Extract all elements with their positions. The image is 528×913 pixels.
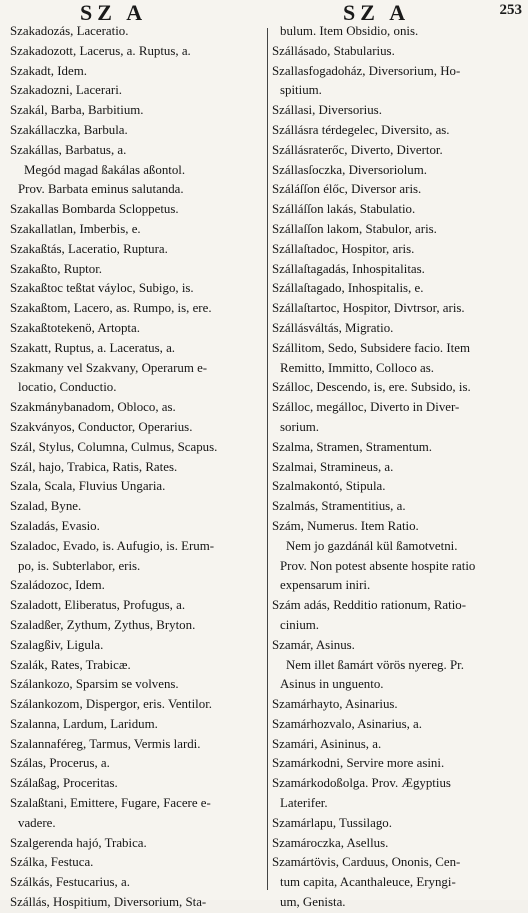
page-number: 253 bbox=[499, 2, 522, 18]
dictionary-entry-line: Szaladás, Evasio. bbox=[10, 518, 100, 533]
dictionary-entry-line: Szaladoc, Evado, is. Aufugio, is. Erum- bbox=[10, 538, 215, 553]
dictionary-entry-line: Szalagßiv, Ligula. bbox=[10, 637, 104, 652]
dictionary-entry-line: Prov. Barbata eminus salutanda. bbox=[18, 182, 184, 197]
left-running-head: SZ A bbox=[80, 0, 148, 25]
dictionary-entry-line: Szállaſtagado, Inhospitalis, e. bbox=[272, 281, 424, 296]
dictionary-entry-line: Szalma, Stramen, Stramentum. bbox=[272, 439, 433, 454]
dictionary-entry-line: Szálas, Procerus, a. bbox=[10, 756, 110, 771]
dictionary-entry-line: Szamárkodni, Servire more asini. bbox=[272, 756, 445, 771]
dictionary-entry-line: Szamártövis, Carduus, Ononis, Cen- bbox=[272, 855, 461, 870]
dictionary-entry-line: Szállás, Hospitium, Diversorium, Sta- bbox=[10, 895, 207, 910]
dictionary-entry-line: Szál, Stylus, Columna, Culmus, Scapus. bbox=[10, 439, 218, 454]
dictionary-entry-line: Szamár, Asinus. bbox=[272, 637, 355, 652]
dictionary-entry-line: po, is. Subterlabor, eris. bbox=[18, 558, 141, 573]
dictionary-entry-line: Szakadozni, Lacerari. bbox=[10, 83, 123, 98]
dictionary-entry-line: Szálkás, Festucarius, a. bbox=[10, 875, 130, 890]
dictionary-entry-line: Szamári, Asininus, a. bbox=[272, 736, 382, 751]
dictionary-entry-line: Szakallatlan, Imberbis, e. bbox=[10, 221, 141, 236]
dictionary-entry-line: Szállásra térdegelec, Diversito, as. bbox=[272, 122, 450, 137]
dictionary-entry-line: Szakállas, Barbatus, a. bbox=[10, 142, 127, 157]
dictionary-entry-line: tum capita, Acanthaleuce, Eryngi- bbox=[280, 875, 456, 890]
dictionary-entry-line: Szalad, Byne. bbox=[10, 499, 82, 514]
dictionary-entry-line: Laterifer. bbox=[280, 796, 328, 811]
dictionary-entry-line: Szallasfogadoház, Diversorium, Ho- bbox=[272, 63, 461, 78]
dictionary-entry-line: Szám adás, Redditio rationum, Ratio- bbox=[272, 598, 467, 613]
dictionary-entry-line: locatio, Conductio. bbox=[18, 380, 117, 395]
dictionary-entry-line: Szakványos, Conductor, Operarius. bbox=[10, 419, 193, 434]
dictionary-entry-line: Szállaſſon lakom, Stabulor, aris. bbox=[272, 221, 437, 236]
dictionary-entry-line: Szaladßer, Zythum, Zythus, Bryton. bbox=[10, 617, 196, 632]
dictionary-entry-line: Szamárlapu, Tussilago. bbox=[272, 815, 392, 830]
dictionary-entry-line: Szállasi, Diversorius. bbox=[272, 103, 382, 118]
dictionary-entry-line: Szamárhayto, Asinarius. bbox=[272, 697, 398, 712]
dictionary-entry-line: Szakadozott, Lacerus, a. Ruptus, a. bbox=[10, 43, 191, 58]
dictionary-entry-line: Szakadozás, Laceratio. bbox=[10, 24, 129, 38]
dictionary-entry-line: Szálloc, Descendo, is, ere. Subsido, is. bbox=[272, 380, 471, 395]
dictionary-entry-line: Szalanna, Lardum, Laridum. bbox=[10, 716, 158, 731]
left-column bbox=[10, 22, 264, 913]
dictionary-entry-line: Szálka, Festuca. bbox=[10, 855, 94, 870]
dictionary-entry-line: Szakmany vel Szakvany, Operarum e- bbox=[10, 360, 208, 375]
right-running-head: SZ A bbox=[343, 0, 411, 25]
dictionary-entry-line: Szalák, Rates, Trabicæ. bbox=[10, 657, 131, 672]
dictionary-entry-line: Nem jo gazdánál kül ßamotvetni. bbox=[286, 538, 458, 553]
dictionary-entry-line: Szamárkodoßolga. Prov. Ægyptius bbox=[272, 776, 451, 791]
dictionary-entry-line: Szálláſſon lakás, Stabulatio. bbox=[272, 202, 416, 217]
dictionary-entry-line: Szaladott, Eliberatus, Profugus, a. bbox=[10, 598, 186, 613]
dictionary-entry-line: Szakaßtotekenö, Artopta. bbox=[10, 320, 140, 335]
dictionary-entry-line: Szakaßtoc teßtat váyloc, Subigo, is. bbox=[10, 281, 194, 296]
dictionary-entry-line: Száláſſon élőc, Diversor aris. bbox=[272, 182, 422, 197]
dictionary-entry-line: Szamárhozvalo, Asinarius, a. bbox=[272, 716, 422, 731]
dictionary-entry-line: Szálloc, megálloc, Diverto in Diver- bbox=[272, 400, 460, 415]
dictionary-entry-line: cinium. bbox=[280, 617, 320, 632]
dictionary-entry-line: Szamároczka, Asellus. bbox=[272, 835, 389, 850]
dictionary-entry-line: Szállaſtadoc, Hospitor, aris. bbox=[272, 241, 415, 256]
dictionary-entry-line: Szakaßto, Ruptor. bbox=[10, 261, 103, 276]
dictionary-entry-line: Szaládozoc, Idem. bbox=[10, 578, 105, 593]
dictionary-entry-line: Szám, Numerus. Item Ratio. bbox=[272, 518, 419, 533]
dictionary-entry-line: Szállaſtartoc, Hospitor, Divtrsor, aris. bbox=[272, 301, 465, 316]
dictionary-entry-line: Szálankozom, Dispergor, eris. Ventilor. bbox=[10, 697, 212, 712]
dictionary-entry-line: spitium. bbox=[280, 83, 322, 98]
dictionary-entry-line: expensarum iniri. bbox=[280, 578, 371, 593]
dictionary-entry-line: Asinus in unguento. bbox=[280, 677, 384, 692]
dictionary-entry-line: Szakaßtom, Lacero, as. Rumpo, is, ere. bbox=[10, 301, 212, 316]
dictionary-entry-line: Szakatt, Ruptus, a. Laceratus, a. bbox=[10, 340, 176, 355]
dictionary-entry-line: Szállaſtagadás, Inhospitalitas. bbox=[272, 261, 425, 276]
dictionary-entry-line: Szalmás, Stramentitius, a. bbox=[272, 499, 406, 514]
dictionary-entry-line: Szakadt, Idem. bbox=[10, 63, 87, 78]
dictionary-entry-line: Szalmai, Stramineus, a. bbox=[272, 459, 394, 474]
dictionary-entry-line: Szállásraterőc, Diverto, Divertor. bbox=[272, 142, 443, 157]
dictionary-entry-line: sorium. bbox=[280, 419, 320, 434]
dictionary-entry-line: vadere. bbox=[18, 815, 56, 830]
dictionary-entry-line: Szalaßtani, Emittere, Fugare, Facere e- bbox=[10, 796, 211, 811]
dictionary-entry-line: Szállitom, Sedo, Subsidere facio. Item bbox=[272, 340, 470, 355]
dictionary-entry-line: Szakál, Barba, Barbitium. bbox=[10, 103, 144, 118]
dictionary-entry-line: Szállásado, Stabularius. bbox=[272, 43, 395, 58]
dictionary-entry-line: Szakállaczka, Barbula. bbox=[10, 122, 128, 137]
dictionary-entry-line: Szalannaféreg, Tarmus, Vermis lardi. bbox=[10, 736, 201, 751]
column-divider bbox=[267, 28, 268, 890]
dictionary-entry-line: Szalgerenda hajó, Trabica. bbox=[10, 835, 147, 850]
dictionary-entry-line: Szál, hajo, Trabica, Ratis, Rates. bbox=[10, 459, 178, 474]
dictionary-entry-line: Nem illet ßamárt vörös nyereg. Pr. bbox=[286, 657, 464, 672]
dictionary-entry-line: Szala, Scala, Fluvius Ungaria. bbox=[10, 479, 166, 494]
dictionary-entry-line: Szálaßag, Proceritas. bbox=[10, 776, 118, 791]
dictionary-entry-line: bulum. Item Obsidio, onis. bbox=[280, 24, 419, 38]
dictionary-entry-line: Szállasſoczka, Diversoriolum. bbox=[272, 162, 428, 177]
dictionary-entry-line: Szakmánybanadom, Obloco, as. bbox=[10, 400, 176, 415]
dictionary-entry-line: Remitto, Immitto, Colloco as. bbox=[280, 360, 434, 375]
dictionary-entry-line: Prov. Non potest absente hospite ratio bbox=[280, 558, 476, 573]
dictionary-entry-line: Megód magad ßakálas aßontol. bbox=[24, 162, 186, 177]
right-column bbox=[272, 22, 526, 913]
dictionary-entry-line: Szakaßtás, Laceratio, Ruptura. bbox=[10, 241, 168, 256]
dictionary-entry-line: um, Genista. bbox=[280, 895, 346, 910]
dictionary-entry-line: Szálankozo, Sparsim se volvens. bbox=[10, 677, 179, 692]
dictionary-entry-line: Szállásváltás, Migratio. bbox=[272, 320, 394, 335]
dictionary-entry-line: Szakallas Bombarda Scloppetus. bbox=[10, 202, 179, 217]
dictionary-entry-line: Szalmakontó, Stipula. bbox=[272, 479, 386, 494]
